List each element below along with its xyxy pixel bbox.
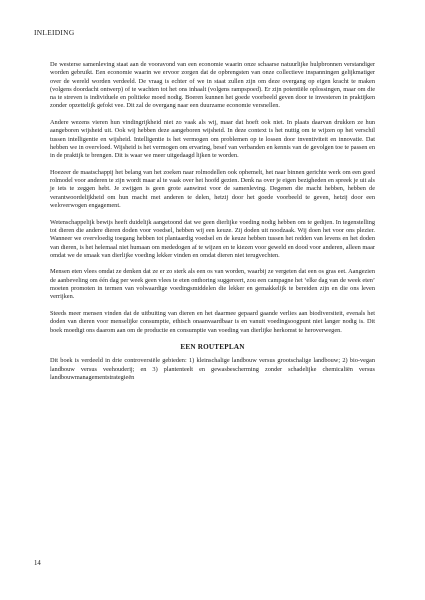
section-heading: EEN ROUTEPLAN: [180, 343, 245, 352]
page-number: 14: [34, 560, 41, 567]
page-body: [50, 61, 375, 391]
paragraph: Andere wezens vieren hun vindingrijkheid niet zo vaak als wij, maar dat hoeft ook niet. In plaats daarvan drukken ze hun aangeboren wijsheid uit. Ook wij hebben deze aangeboren wijsheid. In deze context is het nuttig om te wijzen op het verschil tussen intelligentie en wijsheid. Intelligentie is het vermogen om problemen op te lossen door inventiviteit en innovatie. Dat hebben we in overvloed. Wijsheid is het vermogen om ervaring, besef van verbanden en kennis van de gevolgen toe te passen en in de praktijk te brengen. Dit is waar we meer uitgedaagd lijken te worden.: [50, 119, 375, 160]
paragraph: Dit boek is verdeeld in drie controversiële gebieden: 1) kleinschalige landbouw versus grootschalige landbouw; 2) bio-vegan landbouw versus veehouderij; en 3) plantenteelt en gewasbescherming zonder schadelijke chemicaliën versus landbouwmanagementstrategieën: [50, 357, 375, 381]
paragraph: Mensen eten vlees omdat ze denken dat ze er zo sterk als een os van worden, waarbij ze vergeten dat een os gras eet. Aangezien de aanbeveling om één dag per week geen vlees te eten onthoring suggereert, zou een campagne het ‘elke dag van de week eten’ moeten promoten in termen van volwaardige voedingsmiddelen die lekker en gemakkelijk te bereiden zijn en die ons leven verrijken.: [50, 268, 375, 301]
paragraph: Hoezeer de maatschappij het belang van het zoeken naar rolmodellen ook ophemelt, het naar binnen gerichte werk om een goed rolmodel voor anderen te zijn wordt maar al te vaak over het hoofd gezien. Denk na over je eigen bezigheden en spreek je uit als je iets te zeggen hebt. Je zwijgen is geen grote aanwinst voor de samenleving. Degenen die macht hebben, hebben de verantwoordelijkheid om hun macht met anderen te delen, hetzij door het goede voorbeeld te geven, hetzij door een weloverwogen engagement.: [50, 168, 375, 210]
paragraph: De westerse samenleving staat aan de vooravond van een economie waarin onze schaarse natuurlijke hulpbronnen verstandiger worden gebruikt. Een economie waarin we ervoor zorgen dat de opbrengsten van onze collectieve inspanningen gelijkmatiger over de wereld worden verdeeld. De vraag is echter of we in staat zullen zijn om deze overgang op eigen kracht te maken (volgens doordacht ontwerp) of te wachten tot het ons inhaalt (volgens rampspoed). Er zijn potentiële oplossingen, maar om die na te streven is individuele en politieke moed nodig. Boeren kunnen het goede voorbeeld geven door te investeren in praktijken zonder opzettelijk gefokt vee. Dit zal de overgang naar een duurzame economie versnellen.: [50, 61, 375, 110]
paragraph: Steeds meer mensen vinden dat de uitbuiting van dieren en het daarmee gepaard gaande verlies aan biodiversiteit, evenals het doden van dieren voor menselijke consumptie, ethisch onaanvaardbaar is en vanuit voedingsoogpunt niet langer nodig is. Dit boek moedigt ons daarom aan om de productie en consumptie van voeding van dierlijke herkomst te heroverwegen.: [50, 309, 375, 334]
paragraph: Wetenschappelijk bewijs heeft duidelijk aangetoond dat we geen dierlijke voeding nodig hebben om te gedijen. In tegenstelling tot dieren die andere dieren doden voor voedsel, hebben wij een keuze. Zij doden uit noodzaak. Wij doen het voor ons plezier. Wanneer we overvloedig toegang hebben tot plantaardig voedsel en de keuze hebben tussen het redden van levens en het doden van dieren, is het helemaal niet humaan om mededogen af te wijzen en te kiezen voor geweld en dood voor anderen, alleen maar omdat we de smaak van dierlijke voeding lekker vinden en omdat dieren niet terugvechten.: [50, 218, 375, 259]
running-header: INLEIDING: [34, 28, 75, 37]
